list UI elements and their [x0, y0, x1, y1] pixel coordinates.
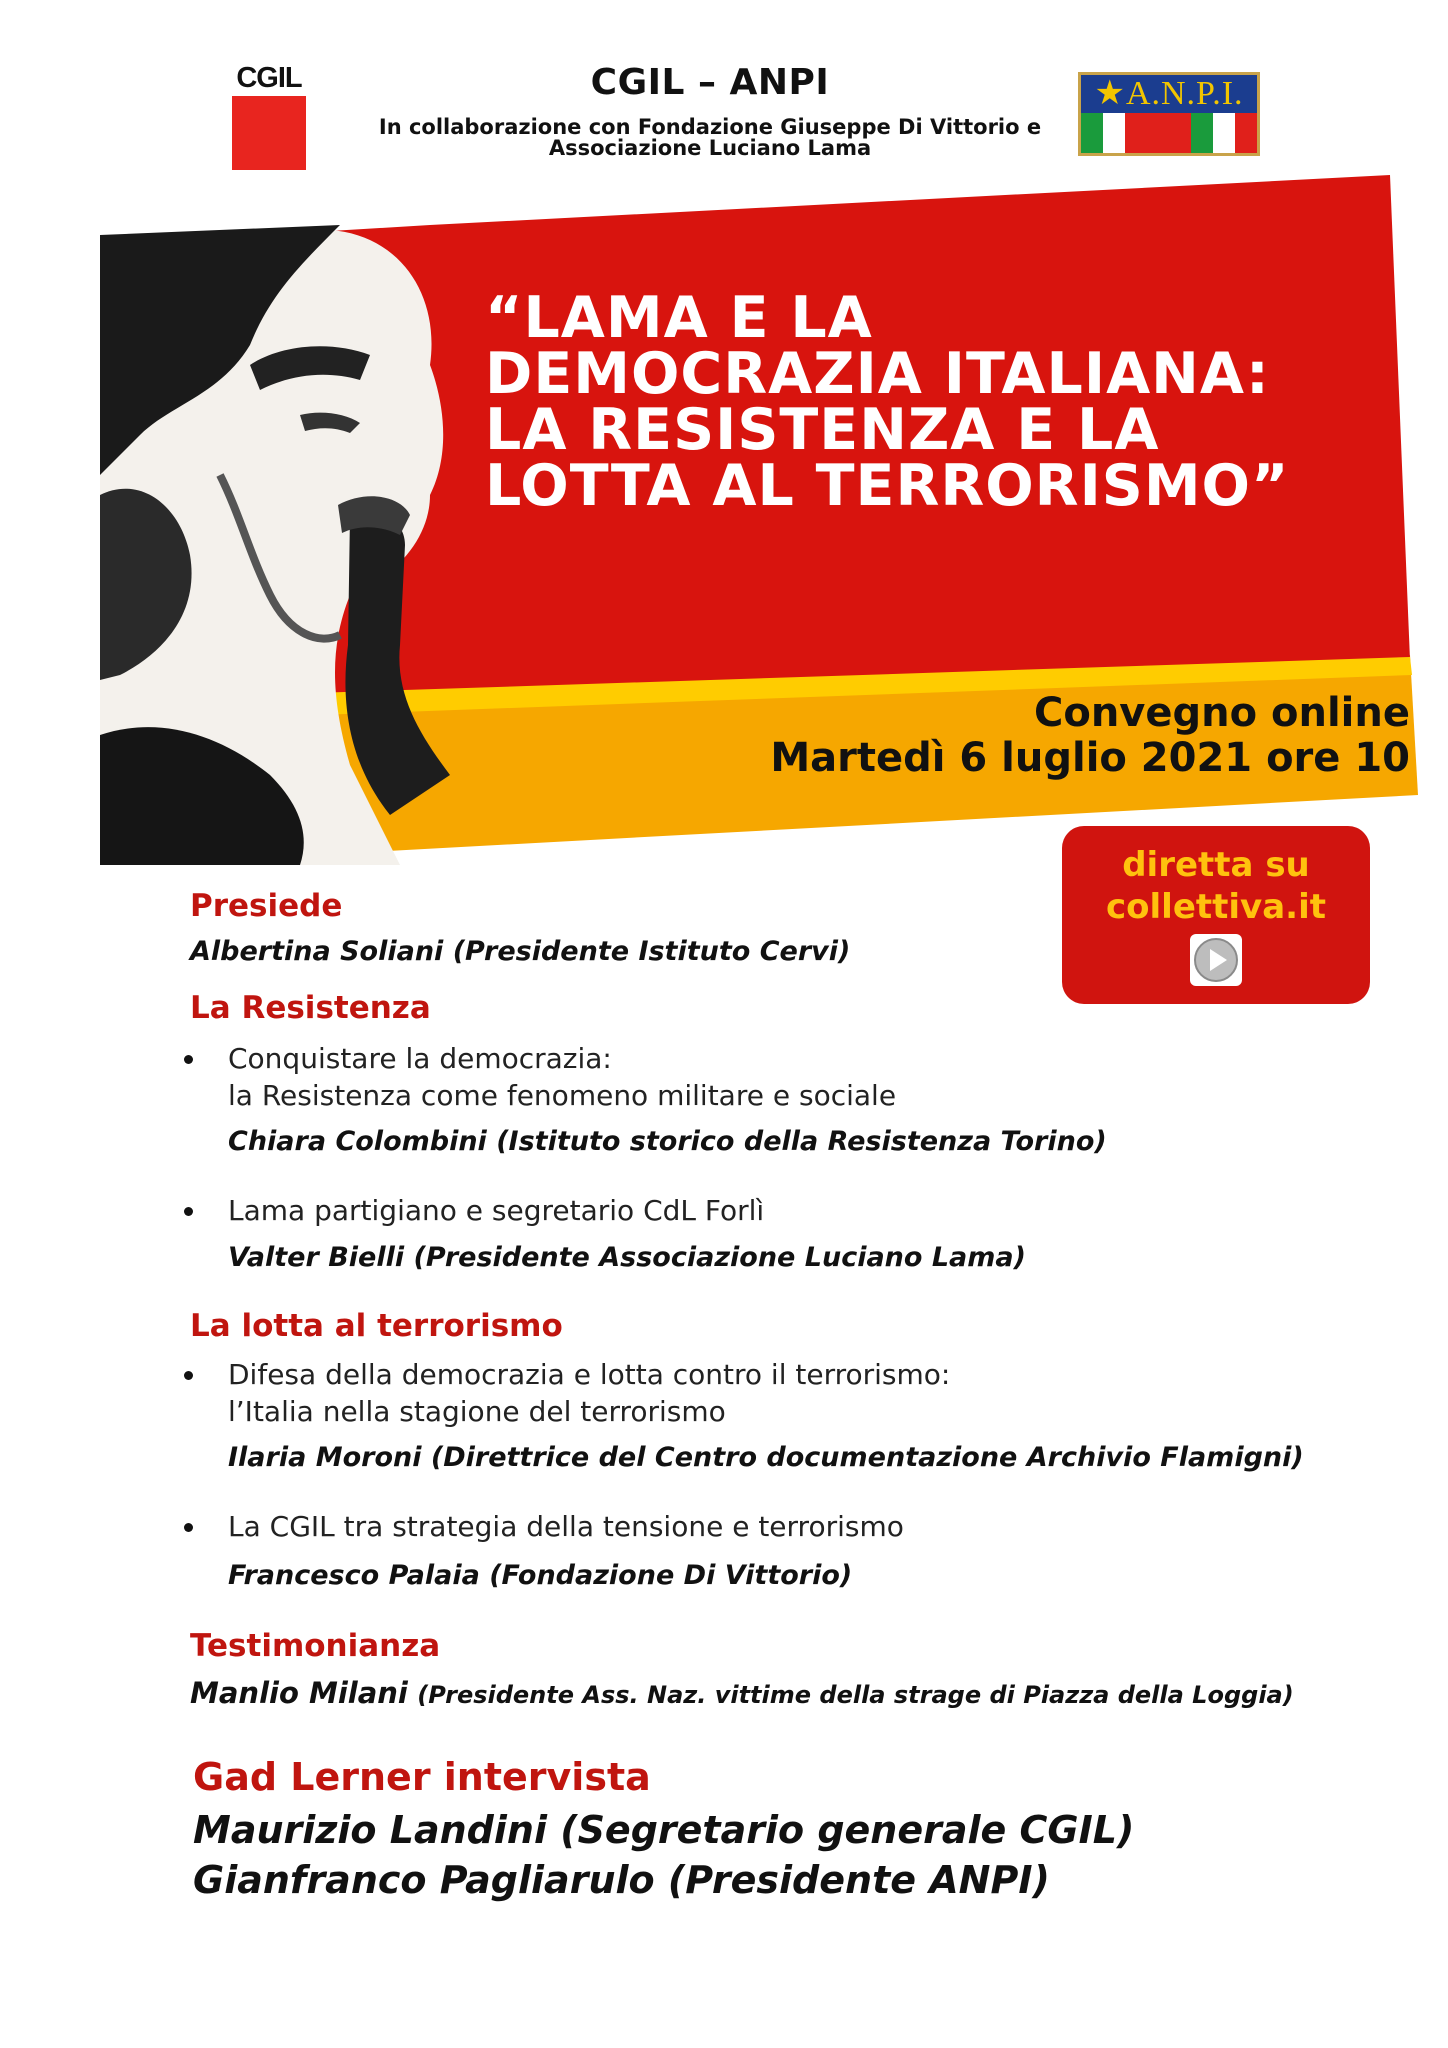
header-subtitle-line1: In collaborazione con Fondazione Giuseppe Di Vittorio e [378, 115, 1042, 139]
section-presiede: Presiede [190, 888, 343, 924]
interview-guest-pagliarulo: Gianfranco Pagliarulo (Presidente ANPI) [193, 1858, 1050, 1902]
speaker-bielli: Valter Bielli (Presidente Associazione Luciano Lama) [228, 1242, 1026, 1273]
topic-line: La CGIL tra strategia della tensione e terrorismo [228, 1510, 904, 1543]
bullet-icon [184, 1207, 193, 1216]
cgil-logo-text: CGIL [236, 62, 302, 94]
interview-guest-landini: Maurizio Landini (Segretario generale CGIL) [193, 1808, 1135, 1852]
event-date: Martedì 6 luglio 2021 ore 10 [770, 735, 1410, 781]
speaker-moroni: Ilaria Moroni (Direttrice del Centro documentazione Archivio Flamigni) [228, 1442, 1304, 1473]
bullet-icon [184, 1371, 193, 1380]
cgil-logo-square [232, 96, 306, 170]
speaker-palaia: Francesco Palaia (Fondazione Di Vittorio) [228, 1560, 853, 1591]
section-resistenza: La Resistenza [190, 990, 431, 1026]
topic-line: l’Italia nella stagione del terrorismo [228, 1395, 726, 1428]
live-stream-label-line1: diretta su [1122, 845, 1310, 885]
cgil-logo [230, 62, 308, 172]
section-testimonianza: Testimonianza [190, 1628, 441, 1664]
bullet-icon [184, 1055, 193, 1064]
speaker-presiede: Albertina Soliani (Presidente Istituto Cervi) [190, 936, 851, 967]
topic-line: la Resistenza come fenomeno militare e sociale [228, 1079, 897, 1112]
topic-line: Conquistare la democrazia: [228, 1042, 612, 1075]
topic-line: Difesa della democrazia e lotta contro il terrorismo: [228, 1358, 951, 1391]
banner-title [485, 285, 1365, 519]
speaker-milani-name: Manlio Milani [190, 1676, 408, 1710]
banner-title-line: “LAMA E LA [485, 285, 873, 351]
topic-line: Lama partigiano e segretario CdL Forlì [228, 1194, 765, 1227]
header-title: CGIL – ANPI [590, 62, 830, 103]
anpi-logo [1078, 72, 1260, 156]
portrait-illustration [100, 225, 450, 865]
live-stream-button[interactable] [1062, 826, 1370, 1004]
header-subtitle-line2: Associazione Luciano Lama [548, 136, 872, 160]
interview-heading: Gad Lerner intervista [193, 1755, 651, 1799]
speaker-milani-role: (Presidente Ass. Naz. vittime della strage di Piazza della Loggia) [417, 1681, 1294, 1709]
banner-title-line: DEMOCRAZIA ITALIANA: [485, 341, 1270, 407]
anpi-logo-text: ★A.N.P.I. [1081, 75, 1257, 113]
speaker-milani [190, 1676, 1294, 1710]
play-icon[interactable] [1190, 934, 1242, 986]
banner-title-line: LA RESISTENZA E LA [485, 397, 1160, 463]
header-subtitle [360, 117, 1060, 159]
live-stream-label-line2: collettiva.it [1106, 887, 1326, 927]
bullet-icon [184, 1523, 193, 1532]
anpi-flags [1081, 113, 1257, 153]
speaker-colombini: Chiara Colombini (Istituto storico della Resistenza Torino) [228, 1126, 1107, 1157]
section-terrorismo: La lotta al terrorismo [190, 1308, 563, 1344]
event-type: Convegno online [1033, 690, 1410, 736]
banner-title-line: LOTTA AL TERRORISMO” [485, 453, 1290, 519]
